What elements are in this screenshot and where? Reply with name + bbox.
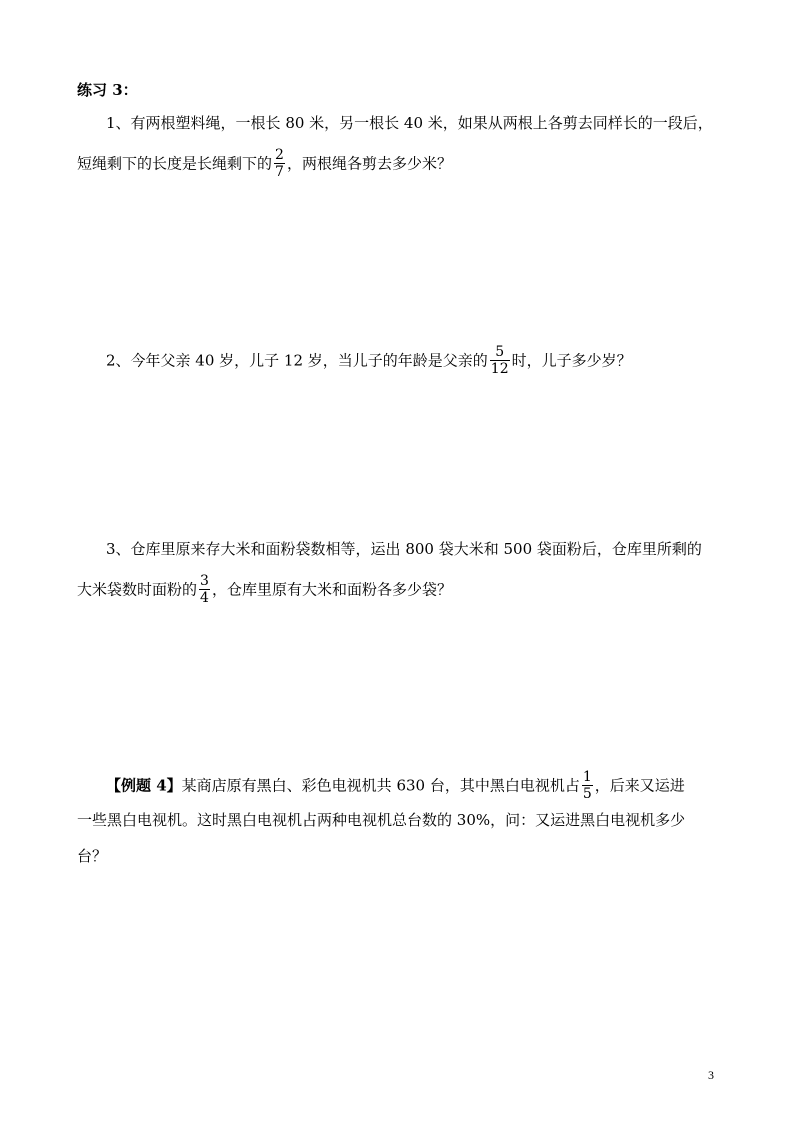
problem-1-fraction <box>274 147 285 180</box>
fraction-numerator: 2 <box>275 147 284 163</box>
fraction-numerator: 3 <box>200 573 209 589</box>
example-4-line-2: 一些黑白电视机。这时黑白电视机占两种电视机总台数的 30%，问：又运进黑白电视机多少 <box>77 811 686 829</box>
example-4-text-after-fraction: ，后来又运进 <box>594 776 685 795</box>
problem-3-text-before-fraction: 大米袋数时面粉的 <box>77 580 198 599</box>
page-number: 3 <box>708 1068 714 1082</box>
problem-2-text-before-fraction: 2、今年父亲 40 岁，儿子 12 岁，当儿子的年龄是父亲的 <box>106 351 488 370</box>
fraction-denominator: 7 <box>275 164 284 180</box>
section-title: 练习 3： <box>77 81 138 99</box>
fraction-numerator: 5 <box>490 344 510 361</box>
fraction-numerator: 1 <box>582 769 592 785</box>
example-4-line-1 <box>106 770 685 803</box>
example-4-line-3: 台？ <box>77 847 108 865</box>
problem-3-line-2 <box>77 574 452 607</box>
example-4-label: 【例题 4】 <box>106 776 182 795</box>
fraction-denominator: 12 <box>490 361 509 377</box>
problem-1-text-before-fraction: 短绳剩下的长度是长绳剩下的 <box>77 154 273 173</box>
problem-1-line-1: 1、有两根塑料绳，一根长 80 米，另一根长 40 米，如果从两根上各剪去同样长的一段后， <box>106 114 713 132</box>
fraction-denominator: 4 <box>200 590 209 606</box>
problem-1-line-2 <box>77 148 452 181</box>
problem-2-fraction <box>490 344 510 377</box>
problem-3-line-1: 3、仓库里原来存大米和面粉袋数相等，运出 800 袋大米和 500 袋面粉后，仓库里所剩的 <box>106 540 702 558</box>
problem-3-fraction <box>199 573 210 606</box>
problem-2-text-after-fraction: 时，儿子多少岁？ <box>511 351 632 370</box>
problem-1-text-after-fraction: ，两根绳各剪去多少米？ <box>286 154 452 173</box>
example-4-fraction <box>582 769 593 802</box>
problem-3-text-after-fraction: ，仓库里原有大米和面粉各多少袋？ <box>211 580 452 599</box>
fraction-denominator: 5 <box>582 786 592 802</box>
example-4-text-before-fraction: 某商店原有黑白、彩色电视机共 630 台，其中黑白电视机占 <box>181 776 580 795</box>
problem-2-line-1 <box>106 345 632 378</box>
